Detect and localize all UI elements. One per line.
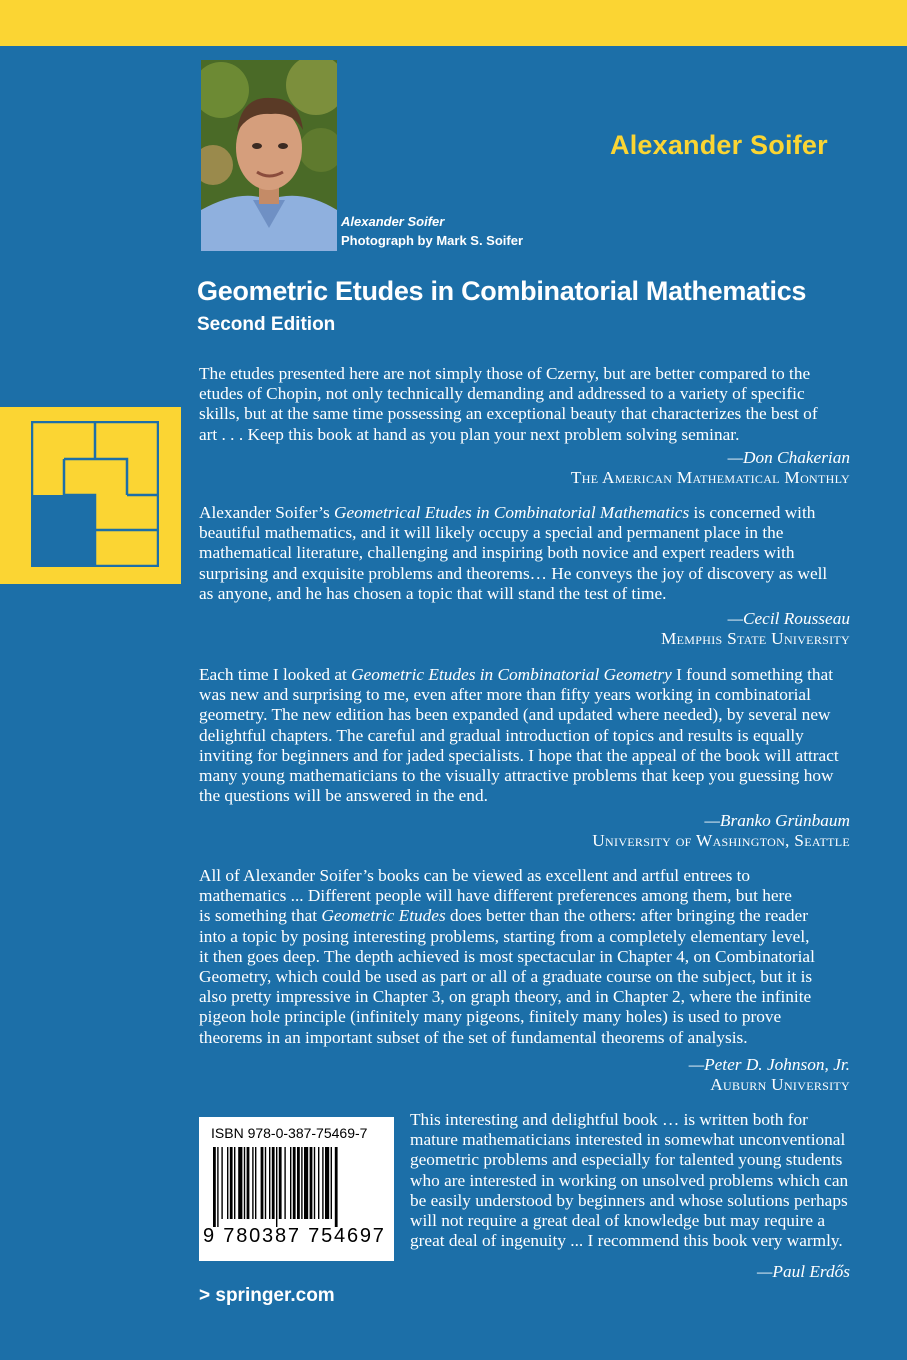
author-name: Alexander Soifer — [610, 130, 828, 160]
review-text: I found something that — [671, 665, 834, 684]
author-photo — [201, 60, 337, 251]
reviewer-affiliation: Auburn University — [710, 1075, 850, 1095]
barcode-bar — [276, 1147, 277, 1227]
barcode-bar — [265, 1147, 266, 1219]
review-line — [199, 503, 859, 523]
review-line: great deal of ingenuity ... I recommend this book very warmly. — [410, 1231, 843, 1251]
barcode-bar — [331, 1147, 332, 1219]
review-line: as anyone, and he has chosen a topic that will stand the test of time. — [199, 583, 667, 603]
review-line: many young mathematicians to the visually attractive problems that keep you guessing how — [199, 766, 834, 786]
barcode-bar — [290, 1147, 291, 1219]
barcode-bar — [247, 1147, 250, 1219]
barcode-bar — [238, 1147, 242, 1219]
review-line: All of Alexander Soifer’s books can be viewed as excellent and artful entrees to — [199, 866, 751, 885]
barcode-bar — [252, 1147, 253, 1219]
barcode-bars — [207, 1147, 387, 1229]
review-line: mathematics ... Different people will have different preferences among them, but here — [199, 886, 792, 906]
barcode-bar — [255, 1147, 256, 1219]
book-title-reference: Geometric Etudes in Combinatorial Geometry — [351, 665, 672, 684]
review-line: delightful chapters. The careful and gradual introduction of topics and results is equally — [199, 725, 804, 745]
top-accent-bar — [0, 0, 907, 46]
review-text: Each time I looked at — [199, 665, 352, 684]
barcode-bar — [272, 1147, 275, 1219]
photo-caption — [341, 212, 523, 250]
edition-label: Second Edition — [197, 314, 336, 335]
barcode-bar — [269, 1147, 270, 1219]
barcode-bar — [318, 1147, 319, 1219]
review-line: into a topic by posing interesting problems, starting from a completely elementary level, — [199, 926, 810, 946]
reviewer-name: —Paul Erdős — [757, 1262, 850, 1281]
review-line: will not require a great deal of knowledge but may require a — [410, 1211, 826, 1231]
barcode-bar — [217, 1147, 218, 1227]
review-line: mature mathematicians interested in somewhat unconventional — [410, 1130, 846, 1150]
barcode-bar — [284, 1147, 285, 1219]
review-line: etudes of Chopin, not only technically demanding and addressed to a variety of specific — [199, 384, 805, 404]
review-line: mathematical literature, challenging and inspiring both novice and expert readers with — [199, 543, 795, 563]
review-5-text — [410, 1110, 860, 1251]
barcode-bar — [322, 1147, 323, 1219]
review-1-attribution — [571, 448, 850, 488]
reviewer-affiliation: Memphis State University — [660, 629, 850, 649]
review-text: is something that — [199, 906, 322, 926]
review-line: also pretty impressive in Chapter 3, on graph theory, and in Chapter 2, where the infinite — [199, 987, 812, 1007]
review-text: does better than the others: after bringing the reader — [445, 906, 808, 926]
reviewer-name: —Cecil Rousseau — [727, 609, 850, 628]
review-4-text — [199, 866, 859, 1048]
review-line — [199, 906, 859, 926]
review-line: surprising and exquisite problems and theorems… He conveys the joy of discovery as well — [199, 563, 828, 583]
review-text: is concerned with — [689, 503, 816, 522]
review-line: the questions will be answered in the end. — [199, 786, 488, 806]
barcode-digits: 9 780387 754697 — [203, 1225, 386, 1247]
review-3-attribution — [592, 811, 850, 851]
review-line: be easily understood by beginners and whose solutions perhaps — [410, 1190, 848, 1210]
review-line: skills, but at the same time possessing an exceptional beauty that characterizes the best of — [199, 404, 818, 424]
reviewer-affiliation: University of Washington, Seattle — [592, 831, 850, 851]
book-title-reference: Geometrical Etudes in Combinatorial Mathematics — [334, 503, 690, 522]
review-line: geometric problems and especially for talented young students — [410, 1150, 843, 1170]
series-logo-band — [0, 407, 181, 584]
barcode-bar — [221, 1147, 222, 1219]
book-title-reference: Geometric Etudes — [321, 906, 446, 926]
barcode-bar — [325, 1147, 329, 1219]
barcode-bar — [301, 1147, 302, 1219]
review-line: who are interested in working on unsolved problems which can — [410, 1170, 849, 1190]
photo-credit: Photograph by Mark S. Soifer — [341, 233, 524, 248]
review-line: inviting for beginners and for jaded specialists. I hope that the appeal of the book will attract — [199, 745, 839, 765]
barcode-bar — [213, 1147, 216, 1227]
barcode-bar — [261, 1147, 264, 1219]
barcode-bar — [227, 1147, 228, 1219]
reviewer-affiliation: The American Mathematical Monthly — [570, 468, 850, 488]
review-line: pigeon hole principle (infinitely many pigeons, finitely many holes) is used to prove — [199, 1007, 782, 1027]
isbn-number: ISBN 978-0-387-75469-7 — [211, 1125, 368, 1141]
barcode-bar — [234, 1147, 235, 1219]
book-title: Geometric Etudes in Combinatorial Mathematics — [197, 276, 807, 306]
review-line: geometry. The new edition has been expanded (and updated where needed), by several new — [199, 705, 831, 725]
review-2-attribution — [661, 609, 850, 649]
reviewer-name: —Branko Grünbaum — [704, 811, 850, 830]
review-2-text — [199, 503, 859, 604]
review-line: beautiful mathematics, and it will likely occupy a special and permanent place in the — [199, 523, 784, 543]
barcode-bar — [314, 1147, 315, 1219]
publisher-website-link[interactable]: > springer.com — [199, 1285, 335, 1306]
barcode-bar — [335, 1147, 338, 1227]
review-line: art . . . Keep this book at hand as you plan your next problem solving seminar. — [199, 424, 740, 444]
barcode-bar — [230, 1147, 233, 1219]
geometric-squares-logo — [31, 421, 159, 567]
barcode-bar — [293, 1147, 296, 1219]
barcode-bar — [310, 1147, 313, 1219]
review-line: was new and surprising to me, even after more than fifty years working in combinatorial — [199, 685, 811, 705]
review-5-attribution — [757, 1262, 850, 1282]
review-line — [199, 665, 859, 685]
review-line: Geometry, which could be used as part or all of a graduate course on the subject, but it is — [199, 967, 813, 987]
review-4-attribution — [689, 1055, 850, 1095]
review-line: it then goes deep. The depth achieved is most spectacular in Chapter 4, on Combinatorial — [199, 946, 815, 966]
reviewer-name: —Peter D. Johnson, Jr. — [688, 1055, 850, 1074]
isbn-barcode — [199, 1117, 394, 1261]
barcode-bar — [244, 1147, 245, 1219]
review-line: theorems in an important subset of the set of fundamental theorems of analysis. — [199, 1027, 748, 1047]
review-line: This interesting and delightful book … is written both for — [410, 1110, 808, 1129]
barcode-bar — [297, 1147, 300, 1219]
review-3-text — [199, 665, 859, 806]
review-1-text — [199, 364, 859, 445]
review-text: Alexander Soifer’s — [199, 503, 335, 522]
photo-caption-name: Alexander Soifer — [341, 214, 445, 229]
barcode-bar — [279, 1147, 282, 1219]
review-line: The etudes presented here are not simply those of Czerny, but are better compared to the — [199, 364, 811, 383]
barcode-bar — [304, 1147, 308, 1219]
reviewer-name: —Don Chakerian — [727, 448, 850, 467]
